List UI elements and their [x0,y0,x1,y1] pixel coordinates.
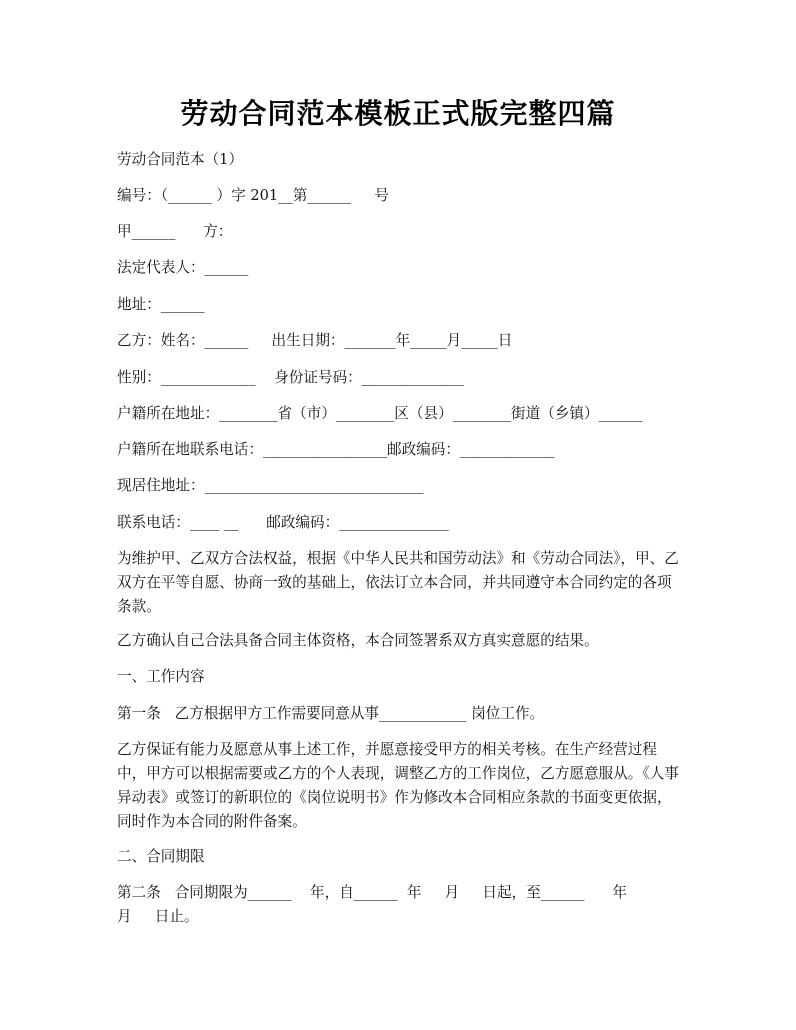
current-address-line: 现居住地址：______________________________ [117,477,424,494]
gender-id-line: 性别：_____________ 身份证号码：______________ [117,369,464,386]
article-2-line: 第二条 合同期限为______ 年，自______ 年 月 日起，至______ 年 [117,884,628,901]
article-1-line: 第一条 乙方根据甲方工作需要同意从事____________ 岗位工作。 [117,705,545,722]
household-phone-line: 户籍所在地联系电话：_________________邮政编码：_____________ [117,441,555,458]
contract-heading-1: 劳动合同范本（1） [117,151,244,168]
preamble-paragraph: 为维护甲、乙双方合法权益，根据《中华人民共和国劳动法》和《劳动合同法》，甲、乙双方在平等自愿、协商一致的基础上，依法订立本合同，并共同遵守本合同约定的各项条款。 [117,550,679,615]
contract-number-line: 编号：（______ ）字 201__第______ 号 [117,187,389,204]
confirmation-line: 乙方确认自己合法具备合同主体资格，本合同签署系双方真实意愿的结果。 [117,632,599,649]
section-2-heading: 二、合同期限 [117,848,205,865]
address-line: 地址：______ [117,296,205,313]
section-1-heading: 一、工作内容 [117,668,205,685]
article-2-line-cont: 月 日止。 [117,908,199,925]
job-adjustment-paragraph: 乙方保证有能力及愿意从事上述工作，并愿意接受甲方的相关考核。在生产经营过程中，甲方可以根据需要或乙方的个人表现，调整乙方的工作岗位，乙方愿意服从。《人事异动表》或签订的新职位的《岗位说明书》作为修改本合同相应条款的书面变更依据，同时作为本合同的附件备案。 [117,741,679,830]
party-b-name-line: 乙方：姓名：______ 出生日期：_______年_____月_____日 [117,332,513,349]
party-a-line: 甲______ 方： [117,223,233,240]
legal-representative-line: 法定代表人：______ [117,259,249,276]
contact-phone-line: 联系电话：____ __ 邮政编码：_______________ [117,514,449,531]
household-address-line: 户籍所在地址：________省（市）________区（县）________街道（乡镇）______ [117,405,643,422]
document-title: 劳动合同范本模板正式版完整四篇 [180,97,616,130]
